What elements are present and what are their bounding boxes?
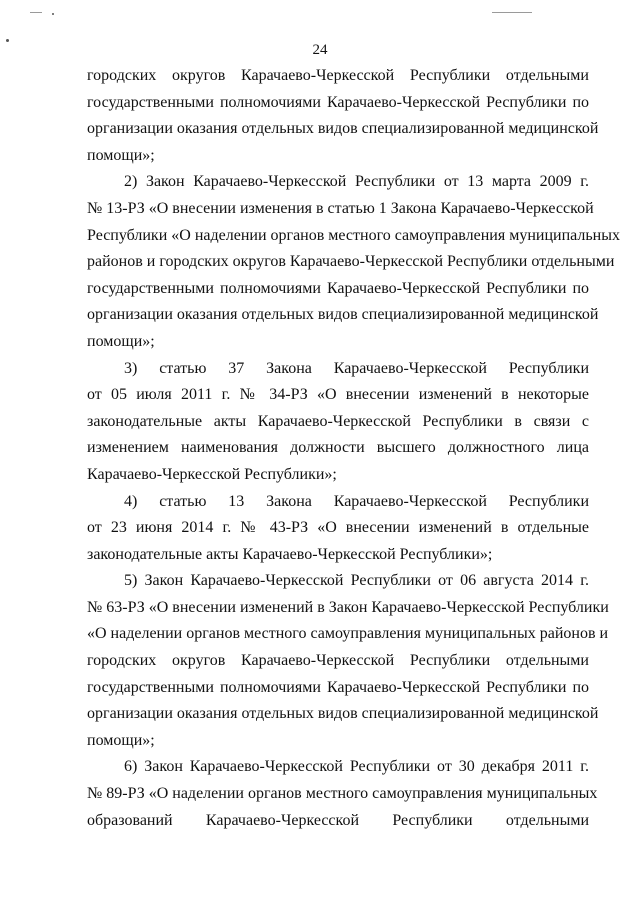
page-number: 24 <box>312 42 328 58</box>
text-line: городских округов Карачаево-Черкесской Республики отдельными <box>87 652 589 670</box>
scan-dash <box>492 12 532 13</box>
text-line: 5) Закон Карачаево-Черкесской Республики от 06 августа 2014 г. <box>124 572 589 590</box>
text-line: 6) Закон Карачаево-Черкесской Республики от 30 декабря 2011 г. <box>124 758 589 776</box>
text-line: помощи»; <box>87 146 155 164</box>
text-line: городских округов Карачаево-Черкесской Республики отдельными <box>87 67 589 84</box>
text-line: государственными полномочиями Карачаево-Черкесской Республики по <box>87 678 589 696</box>
text-line: государственными полномочиями Карачаево-Черкесской Республики по <box>87 279 589 297</box>
text-line: законодательные акты Карачаево-Черкесской Республики»; <box>87 545 493 563</box>
document-body <box>87 63 620 834</box>
text-line: помощи»; <box>87 731 155 749</box>
text-line: 2) Закон Карачаево-Черкесской Республики от 13 марта 2009 г. <box>124 173 589 191</box>
text-line: изменением наименования должности высшего должностного лица <box>87 439 589 457</box>
text-line: организации оказания отдельных видов специализированной медицинской <box>87 120 599 138</box>
scan-speck <box>52 13 54 15</box>
text-line: районов и городских округов Карачаево-Черкесской Республики отдельными <box>87 253 615 271</box>
text-line: от 05 июля 2011 г. № 34-РЗ «О внесении изменений в некоторые <box>87 386 589 404</box>
text-line: помощи»; <box>87 332 155 350</box>
text-line: государственными полномочиями Карачаево-Черкесской Республики по <box>87 93 589 111</box>
text-line: № 63-РЗ «О внесении изменений в Закон Карачаево-Черкесской Республики <box>87 598 609 616</box>
text-line: организации оказания отдельных видов специализированной медицинской <box>87 705 599 723</box>
text-line: № 13-РЗ «О внесении изменения в статью 1 Закона Карачаево-Черкесской <box>87 199 594 217</box>
text-line: законодательные акты Карачаево-Черкесской Республики в связи с <box>87 412 589 430</box>
text-line: «О наделении органов местного самоуправления муниципальных районов и <box>87 625 609 643</box>
text-line: № 89-РЗ «О наделении органов местного самоуправления муниципальных <box>87 785 598 803</box>
text-line: образований Карачаево-Черкесской Республики отдельными <box>87 811 589 829</box>
scan-dash <box>30 12 42 13</box>
text-line: 4) статью 13 Закона Карачаево-Черкесской Республики <box>124 492 589 510</box>
text-line: Карачаево-Черкесской Республики»; <box>87 465 337 483</box>
text-line: 3) статью 37 Закона Карачаево-Черкесской Республики <box>124 359 589 377</box>
text-line: организации оказания отдельных видов специализированной медицинской <box>87 306 599 324</box>
text-line: Республики «О наделении органов местного самоуправления муниципальных <box>87 226 620 244</box>
text-line: от 23 июня 2014 г. № 43-РЗ «О внесении изменений в отдельные <box>87 519 589 537</box>
